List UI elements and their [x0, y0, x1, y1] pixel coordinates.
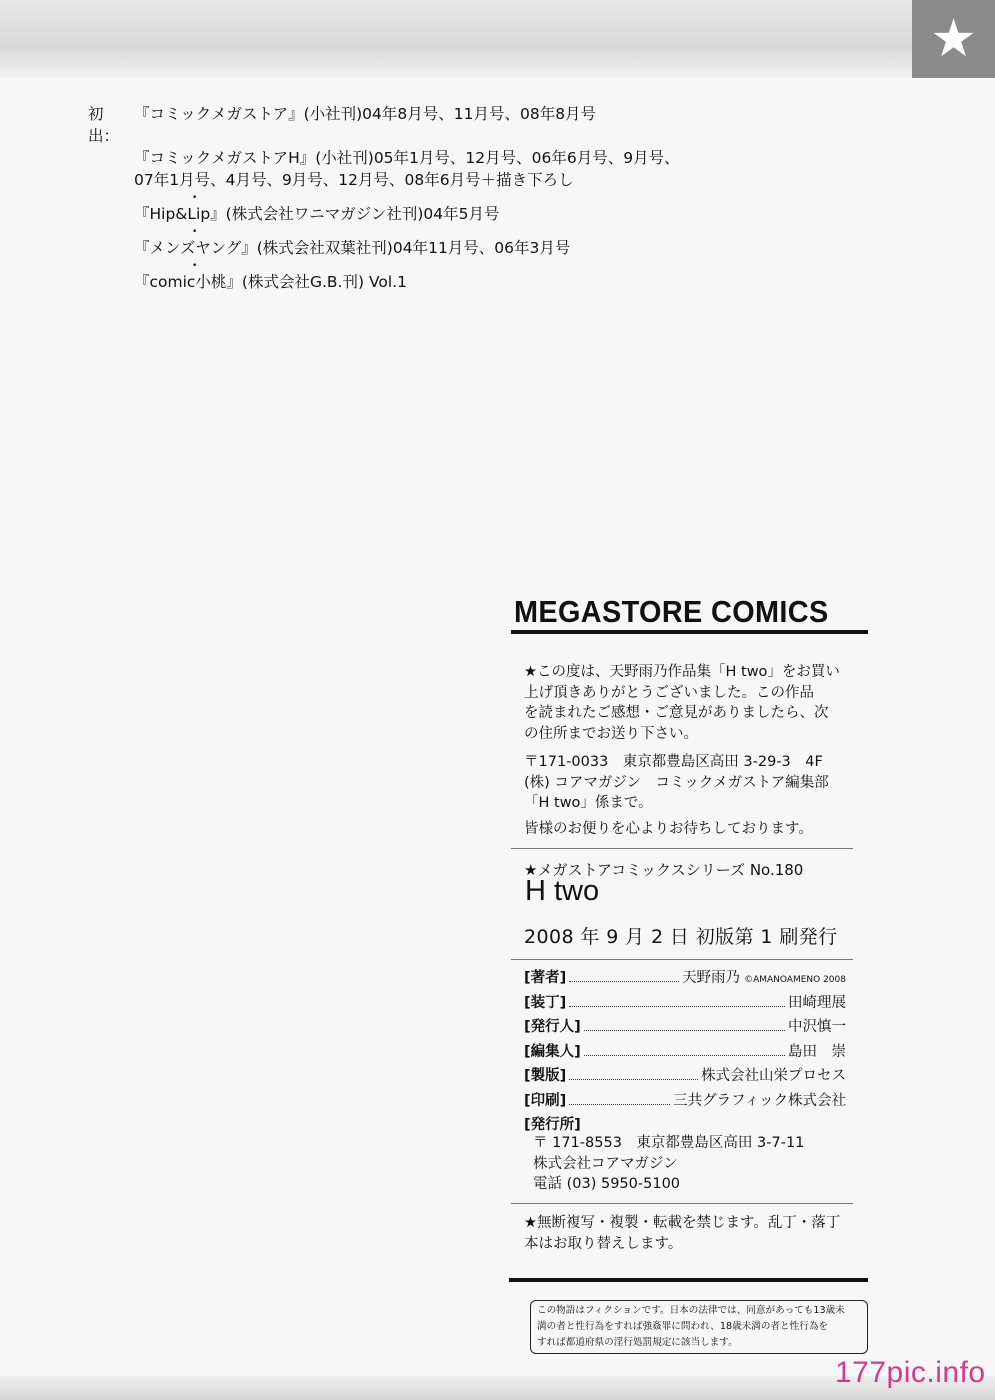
copy-notice: ★無断複写・複製・転載を禁じます。乱丁・落丁 本はお取り替えします。	[524, 1215, 841, 1252]
credit-row: [著者] 天野雨乃 ©AMANOAMENO 2008	[524, 970, 846, 986]
credits-list	[524, 966, 846, 1113]
thanks-message: ★この度は、天野雨乃作品集「H two」をお買い 上げ頂きありがとうございました。この作品 を読まれたご感想・ご意見がありましたら、次 の住所までお送り下さい。	[524, 664, 840, 742]
first-publication-line: • 『メンズヤング』(株式会社双葉社刊)04年11月号、06年3月号	[134, 239, 571, 257]
first-publication-line: • 『Hip&Lip』(株式会社ワニマガジン社刊)04年5月号	[134, 205, 500, 223]
first-publication-line: 『コミックメガストア』(小社刊)04年8月号、11月号、08年8月号	[134, 105, 597, 123]
book-title: H two	[525, 875, 600, 907]
mail-address: 〒171-0033 東京都豊島区高田 3-29-3 4F (株) コアマガジン コミックメガストア編集部 「H two」係まで。	[524, 754, 829, 811]
header-band	[0, 0, 912, 78]
fiction-notice: この物語はフィクションです。日本の法律では、同意があっても13歳未 満の者と性行為をすれば強姦罪に問われ、18歳未満の者と性行為を すれば都道府県の淫行処罰規定に該当します。	[530, 1300, 868, 1354]
divider	[511, 1203, 853, 1204]
first-publication-line: 『コミックメガストアH』(小社刊)05年1月号、12月号、06年6月号、9月号、	[134, 149, 680, 167]
divider	[511, 630, 868, 634]
credit-row: [装丁] 田崎理展	[524, 994, 846, 1011]
star-icon: ★	[912, 0, 995, 78]
first-publication-line: 07年1月号、4月号、9月号、12月号、08年6月号＋描き下ろし	[134, 171, 574, 189]
publisher-info: 〒 171-8553 東京都豊島区高田 3-7-11 株式会社コアマガジン 電話 (03) 5950-5100	[533, 1135, 805, 1192]
first-publication	[88, 103, 680, 293]
credit-row: [編集人] 島田 崇	[524, 1043, 846, 1060]
copyright: ©AMANOAMENO 2008	[744, 975, 846, 985]
credit-row: [印刷] 三共グラフィック株式会社	[524, 1092, 846, 1109]
credit-row: [発行人] 中沢慎一	[524, 1019, 846, 1035]
issue-date: 2008 年 9 月 2 日 初版第 1 刷発行	[524, 926, 838, 948]
first-publication-line: • 『comic小桃』(株式会社G.B.刊) Vol.1	[134, 273, 407, 291]
brand-logo: MEGASTORE COMICS	[514, 594, 829, 629]
series-number: ★メガストアコミックスシリーズ No.180	[524, 861, 804, 879]
divider	[511, 848, 853, 849]
publisher-label: [発行所]	[524, 1117, 581, 1133]
divider	[511, 959, 853, 960]
watermark: 177pic.info	[835, 1356, 986, 1389]
waiting-message: 皆様のお便りを心よりお待ちしております。	[524, 821, 813, 837]
credit-row: [製版] 株式会社山栄プロセス	[524, 1068, 846, 1084]
first-publication-label: 初出：	[88, 105, 120, 145]
divider	[509, 1278, 868, 1282]
